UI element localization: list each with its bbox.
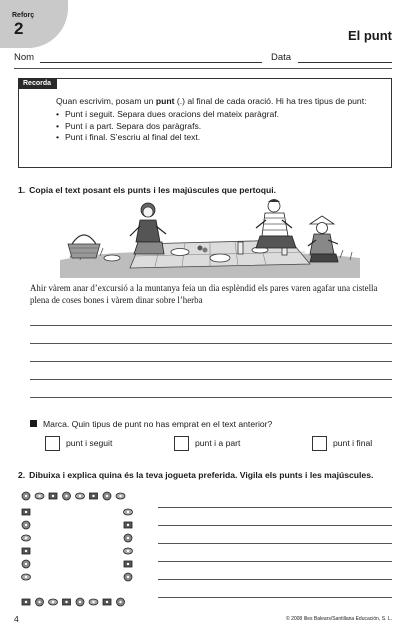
exercise-text: Copia el text posant els punts i les majúscules que pertoqui. — [29, 185, 277, 195]
writing-line[interactable] — [30, 397, 392, 398]
toy-border-icon — [124, 561, 132, 567]
exercise-1-passage: Ahir vàrem anar d’excursió a la muntanya feia un dia esplèndid els pares varen agafar una cistella plena de coses bones i vàrem dinar sobre l’herba — [30, 283, 378, 305]
option-label: punt i a part — [195, 438, 241, 448]
recorda-content — [56, 96, 376, 144]
data-field[interactable] — [298, 62, 392, 63]
exercise-number: 1. — [18, 185, 26, 195]
option-label: punt i final — [333, 438, 373, 448]
toy-border-icon — [63, 599, 71, 605]
square-bullet-icon — [30, 420, 37, 427]
writing-line[interactable] — [30, 379, 392, 380]
recorda-list — [56, 109, 376, 144]
toy-border-icon — [22, 535, 31, 541]
toy-border-icon — [90, 493, 98, 499]
toy-border-icon — [124, 522, 132, 528]
toy-border-icon — [49, 599, 58, 605]
toy-border-icon — [22, 548, 30, 554]
toy-border-icon — [124, 534, 132, 542]
toy-border-icon — [35, 493, 44, 499]
header-divider — [14, 68, 392, 69]
list-item: • Punt i seguit. Separa dues oracions del mateix paràgraf. — [56, 109, 376, 121]
toy-border-icon — [124, 548, 133, 554]
copyright: © 2008 Illes Balears/Santillana Educación, S. L. — [286, 616, 392, 622]
exercise-number: 2. — [18, 470, 26, 480]
list-item: • Punt i a part. Separa dos paràgrafs. — [56, 121, 376, 133]
unit-tab — [0, 0, 68, 48]
writing-line[interactable] — [30, 343, 392, 344]
toy-border-icon — [76, 493, 85, 499]
toy-border-icon — [63, 492, 71, 500]
toy-border-icon — [22, 492, 30, 500]
exercise-text: Dibuixa i explica quina és la teva jogueta preferida. Vigila els punts i les majúscules. — [29, 470, 374, 480]
list-item: • Punt i final. S’escriu al final del text. — [56, 132, 376, 144]
marca-question — [30, 419, 272, 429]
toy-border-icon — [22, 599, 30, 605]
toy-border-icon — [89, 599, 98, 605]
recorda-tag: Recorda — [18, 78, 57, 89]
checkbox-punt-i-seguit[interactable] — [45, 436, 60, 451]
toy-border-icon — [22, 521, 30, 529]
writing-line[interactable] — [158, 525, 392, 526]
writing-line[interactable] — [158, 543, 392, 544]
toy-border-icon — [22, 509, 30, 515]
toy-border-icon — [22, 574, 31, 580]
writing-line[interactable] — [30, 325, 392, 326]
marca-text: Marca. Quin tipus de punt no has emprat en el text anterior? — [43, 419, 273, 429]
writing-line[interactable] — [158, 507, 392, 508]
data-label: Data — [271, 52, 292, 63]
writing-line[interactable] — [158, 561, 392, 562]
toy-border-icon — [36, 598, 44, 606]
checkbox-punt-i-a-part[interactable] — [174, 436, 189, 451]
toy-border-icon — [124, 573, 132, 581]
toy-border-icon — [22, 560, 30, 568]
tab-label: Reforç — [12, 12, 35, 19]
toy-border-icon — [124, 509, 133, 515]
toy-border-icon — [103, 599, 111, 605]
toy-border-icon — [76, 598, 84, 606]
page-title: El punt — [347, 28, 392, 43]
drawing-frame[interactable] — [18, 490, 136, 608]
writing-line[interactable] — [158, 579, 392, 580]
checkbox-punt-i-final[interactable] — [312, 436, 327, 451]
toy-border-icon — [103, 492, 111, 500]
writing-line[interactable] — [30, 361, 392, 362]
toy-border-icon — [116, 493, 125, 499]
page-number: 4 — [14, 614, 19, 624]
exercise-2-instruction — [18, 470, 373, 480]
toy-border-icon — [117, 598, 125, 606]
toy-border-icon — [49, 493, 57, 499]
nom-label: Nom — [14, 52, 35, 63]
nom-field[interactable] — [40, 62, 262, 63]
picnic-illustration — [60, 198, 360, 278]
writing-line[interactable] — [158, 597, 392, 598]
exercise-1-instruction — [18, 185, 276, 195]
option-label: punt i seguit — [66, 438, 113, 448]
recorda-intro: Quan escrivim, posam un punt (.) al final de cada oració. Hi ha tres tipus de punt: — [56, 96, 367, 106]
tab-number: 2 — [14, 19, 24, 38]
